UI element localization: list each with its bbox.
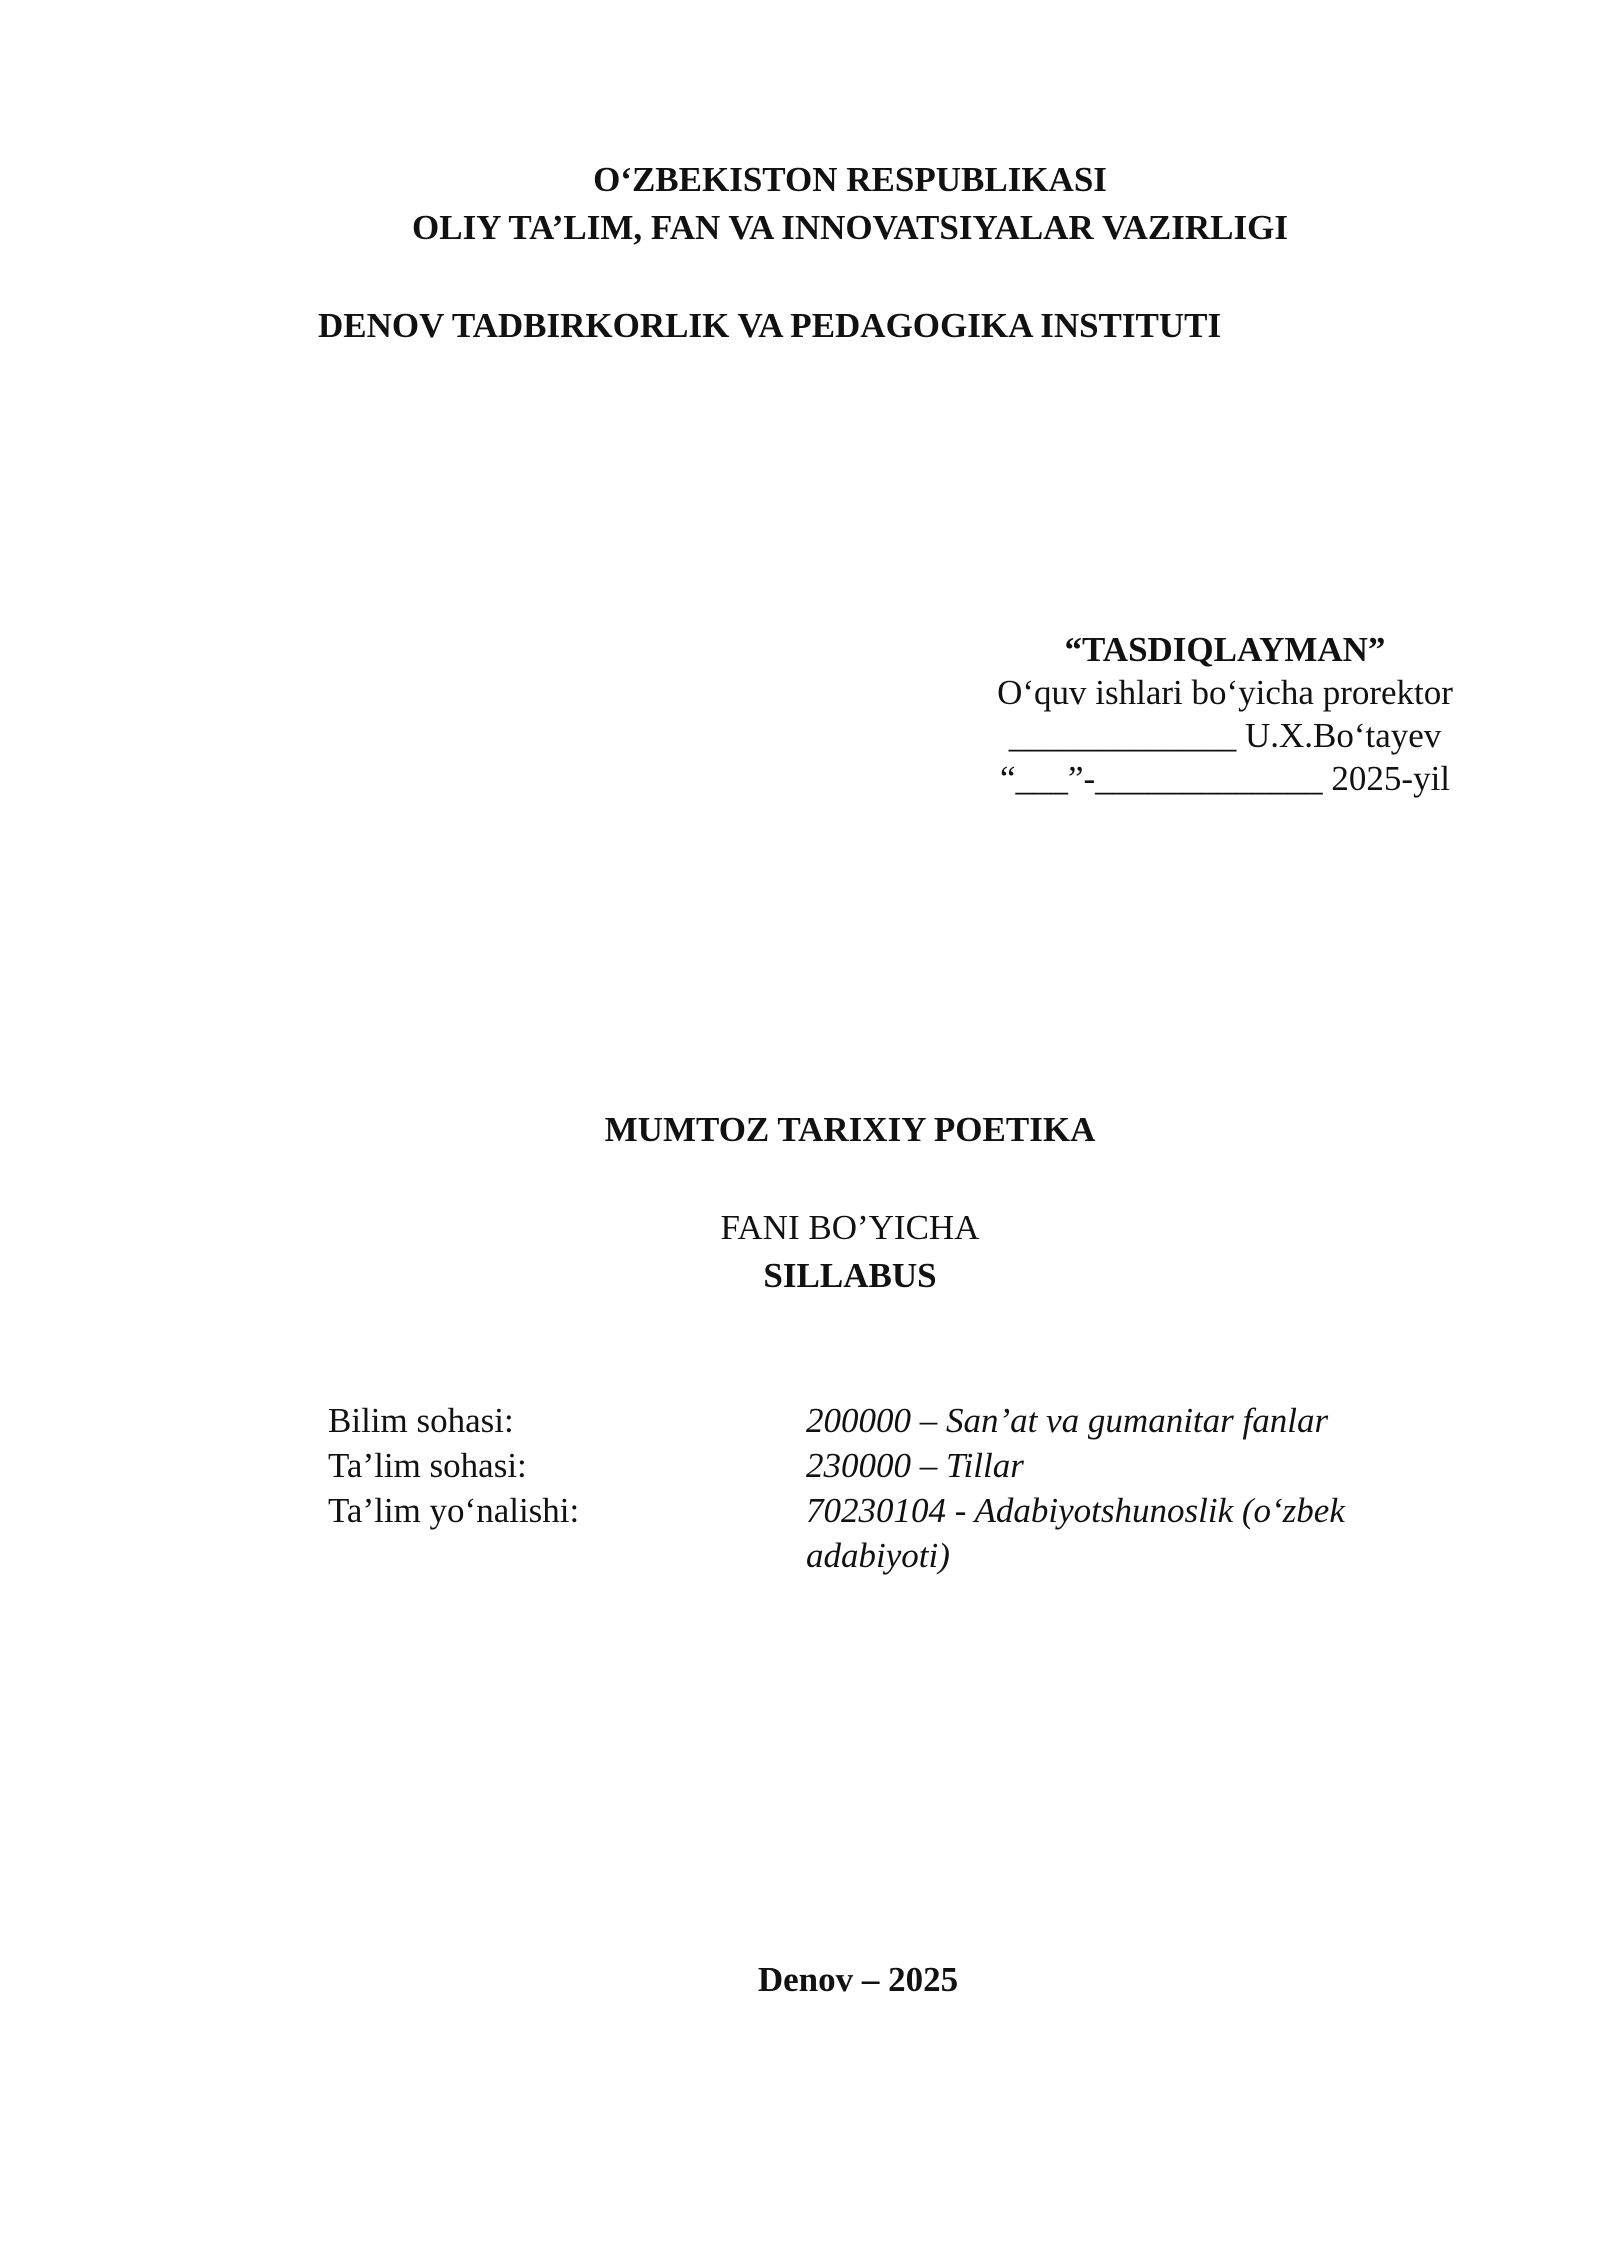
details-value: 230000 – Tillar: [806, 1446, 1024, 1485]
approval-position: O‘quv ishlari bo‘yicha prorektor: [997, 673, 1453, 712]
institute-title: DENOV TADBIRKORLIK VA PEDAGOGIKA INSTITUTI: [318, 306, 1222, 345]
approval-block: [940, 628, 1510, 800]
details-row: [328, 1443, 1426, 1488]
details-label: Bilim sohasi:: [328, 1401, 514, 1440]
approval-date-line: “___”-_____________ 2025-yil: [999, 759, 1451, 798]
details-label: Ta’lim yo‘nalishi:: [328, 1491, 580, 1530]
approval-signature-line: _____________ U.X.Bo‘tayev: [1008, 716, 1442, 755]
details-table: [328, 1398, 1426, 1578]
country-title: O‘ZBEKISTON RESPUBLIKASI: [593, 160, 1107, 199]
details-label: Ta’lim sohasi:: [328, 1446, 527, 1485]
details-row: [328, 1488, 1426, 1578]
place-year: Denov – 2025: [757, 1960, 959, 1999]
details-value: 70230104 - Adabiyotshunoslik (o‘zbek adabiyoti): [806, 1491, 1345, 1575]
document-type: SILLABUS: [763, 1256, 937, 1295]
subject-subtitle: FANI BO’YICHA: [720, 1208, 980, 1247]
subject-title: MUMTOZ TARIXIY POETIKA: [604, 1110, 1096, 1149]
details-value: 200000 – San’at va gumanitar fanlar: [806, 1401, 1329, 1440]
details-row: [328, 1398, 1426, 1443]
ministry-title: OLIY TA’LIM, FAN VA INNOVATSIYALAR VAZIRLIGI: [412, 208, 1288, 247]
approval-title: “TASDIQLAYMAN”: [1064, 630, 1386, 669]
